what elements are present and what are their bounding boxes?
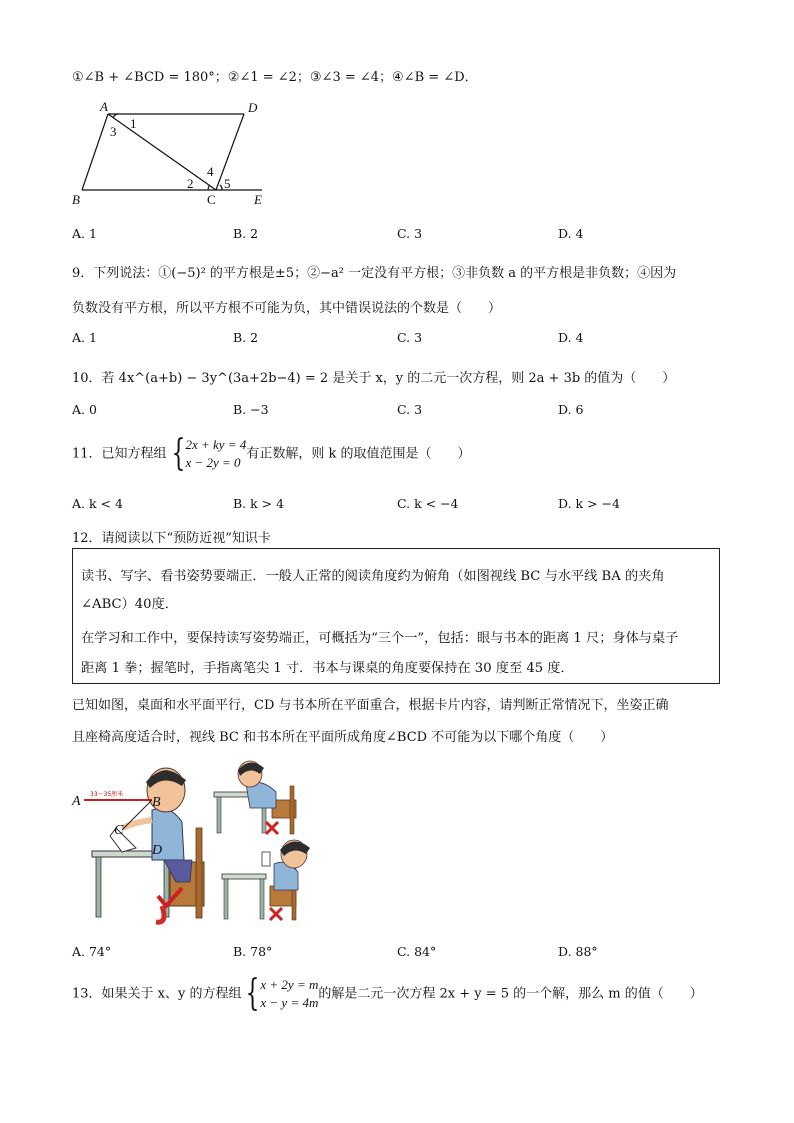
q11-eq2: x − 2y = 0: [185, 455, 241, 470]
q8-label-A: A: [100, 99, 108, 114]
q13-prefix: 13．如果关于 x、y 的方程组: [72, 986, 242, 1002]
q10-option-b[interactable]: B. −3: [233, 402, 269, 417]
q8-option-c[interactable]: C. 3: [397, 226, 423, 241]
q12-body-line1: 已知如图，桌面和水平面平行，CD 与书本所在平面重合，根据卡片内容，请判断正常情况下，坐姿正确: [72, 698, 669, 713]
q11-option-b[interactable]: B. k > 4: [233, 496, 285, 511]
q13-system: [260, 976, 318, 1012]
q10-option-d[interactable]: D. 6: [558, 402, 584, 417]
q12-option-b[interactable]: B. 78°: [233, 944, 273, 959]
q8-label-B: B: [72, 192, 80, 207]
q12-option-c[interactable]: C. 84°: [397, 944, 437, 959]
q8-option-b[interactable]: B. 2: [233, 226, 259, 241]
q10-option-a[interactable]: A. 0: [72, 402, 97, 417]
q12-label-D: D: [152, 843, 163, 858]
q11-option-c[interactable]: C. k < −4: [397, 496, 459, 511]
q11-option-d[interactable]: D. k > −4: [558, 496, 620, 511]
q12-label-A: A: [72, 794, 81, 809]
q8-label-1: 1: [130, 116, 137, 131]
q11-option-a[interactable]: A. k < 4: [72, 496, 123, 511]
q9-stem-line2: 负数没有平方根，所以平方根不可能为负，其中错误说法的个数是（ ）: [72, 301, 502, 316]
q8-label-E: E: [254, 192, 262, 207]
q9-option-c[interactable]: C. 3: [397, 330, 423, 345]
q8-option-a[interactable]: A. 1: [72, 226, 97, 241]
q11-prefix: 11．已知方程组: [72, 446, 167, 462]
q11-system: [185, 436, 246, 472]
q9-option-b[interactable]: B. 2: [233, 330, 259, 345]
q12-card-line4: 距离 1 拳；握笔时，手指离笔尖 1 寸．书本与课桌的角度要保持在 30 度至 45 度．: [81, 661, 574, 676]
q12-card-line2: ∠ABC）40度．: [81, 597, 178, 612]
q12-option-a[interactable]: A. 74°: [72, 944, 112, 959]
q8-figure: [66, 96, 276, 208]
q13-brace: {: [246, 973, 260, 1014]
q12-label-C: C: [114, 823, 124, 838]
q11-stem: [72, 433, 471, 474]
q9-option-a[interactable]: A. 1: [72, 330, 97, 345]
q13-suffix: 的解是二元一次方程 2x + y = 5 的一个解，那么 m 的值（ ）: [318, 986, 703, 1002]
q12-wrong-posture-illustration-1: [214, 761, 296, 834]
q13-stem: [72, 973, 703, 1014]
q10-option-c[interactable]: C. 3: [397, 402, 423, 417]
q9-option-d[interactable]: D. 4: [558, 330, 584, 345]
q12-option-d[interactable]: D. 88°: [558, 944, 598, 959]
q8-conditions: ①∠B + ∠BCD = 180°；②∠1 = ∠2；③∠3 = ∠4；④∠B = ∠D．: [72, 70, 478, 85]
q9-stem-line1: 9．下列说法：①(−5)² 的平方根是±5；②−a² 一定没有平方根；③非负数 a 的平方根是非负数；④因为: [72, 266, 677, 281]
q8-label-4: 4: [207, 164, 214, 179]
q8-label-2: 2: [187, 176, 194, 191]
q12-label-B: B: [152, 795, 161, 810]
q13-eq1: x + 2y = m: [260, 977, 319, 992]
q12-figure: [66, 756, 326, 926]
q12-wrong-posture-illustration-2: [222, 840, 310, 920]
q8-label-C: C: [207, 192, 216, 207]
q12-card-line1: 读书、写字、看书姿势要端正．一般人正常的阅读角度约为俯角（如图视线 BC 与水平线 BA 的夹角: [81, 569, 665, 584]
q8-label-D: D: [248, 100, 258, 115]
q11-brace: {: [171, 433, 185, 474]
q12-body-line2: 且座椅高度适合时，视线 BC 和书本所在平面所成角度∠BCD 不可能为以下哪个角度（ ）: [72, 730, 614, 745]
q10-stem: 10．若 4x^(a+b) − 3y^(3a+2b−4) = 2 是关于 x，y 的二元一次方程，则 2a + 3b 的值为（ ）: [72, 371, 676, 386]
q12-intro: 12．请阅读以下“预防近视”知识卡: [72, 531, 271, 546]
q11-eq1: 2x + ky = 4: [185, 437, 247, 452]
q8-label-3: 3: [110, 124, 117, 139]
q12-knowledge-card: [72, 548, 720, 684]
q11-suffix: 有正数解，则 k 的取值范围是（ ）: [246, 446, 471, 462]
q12-distance-label: 33～35厘米: [90, 791, 124, 798]
q8-label-5: 5: [224, 176, 231, 191]
q12-card-line3: 在学习和工作中，要保持读写姿势端正，可概括为“三个一”，包括：眼与书本的距离 1 尺；身体与桌子: [81, 631, 679, 646]
q13-eq2: x − y = 4m: [260, 995, 319, 1010]
q8-option-d[interactable]: D. 4: [558, 226, 584, 241]
